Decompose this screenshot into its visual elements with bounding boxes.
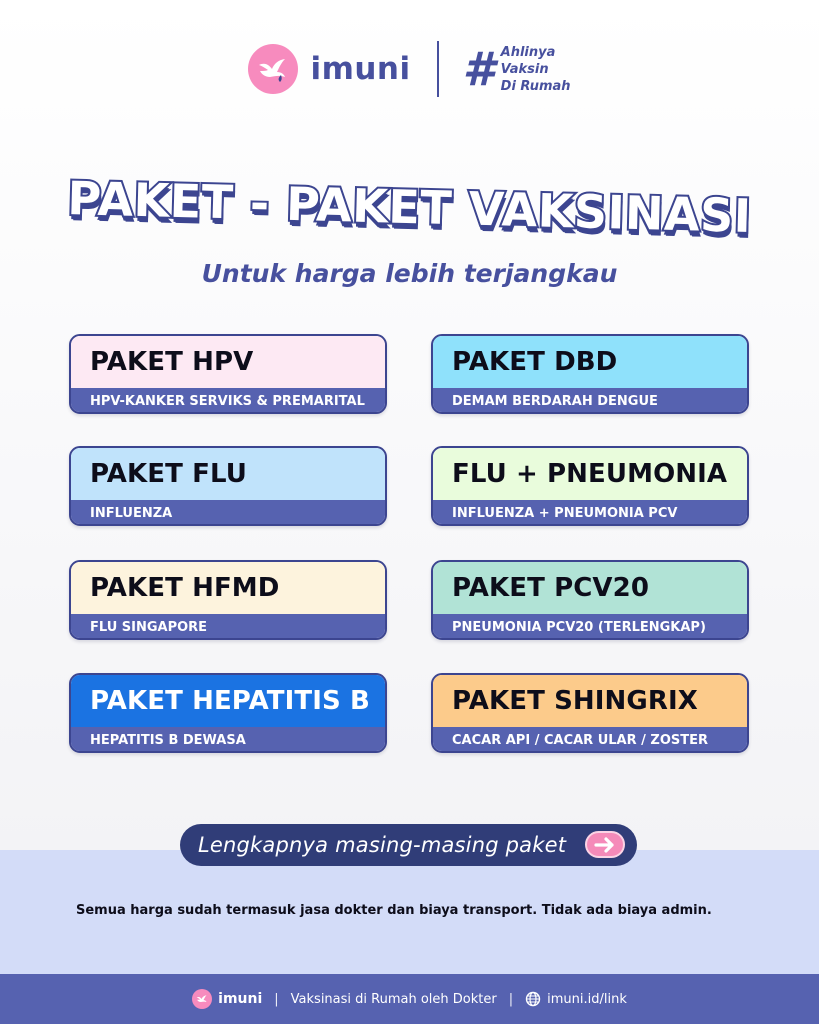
package-card-flu-pneumonia[interactable] — [431, 446, 749, 526]
imuni-logo — [248, 44, 298, 94]
package-description: INFLUENZA — [71, 500, 385, 526]
tagline — [501, 44, 571, 95]
brand-name: imuni — [310, 51, 411, 87]
package-name: PAKET HEPATITIS B — [71, 675, 385, 727]
page-title: PAKET - PAKET VAKSINASI — [66, 171, 753, 243]
footer-brand: imuni — [218, 991, 263, 1007]
globe-icon — [525, 991, 541, 1007]
package-name: PAKET HFMD — [71, 562, 385, 614]
package-description: DEMAM BERDARAH DENGUE — [433, 388, 747, 414]
package-description: INFLUENZA + PNEUMONIA PCV — [433, 500, 747, 526]
footer — [0, 974, 819, 1024]
header-divider — [437, 41, 439, 97]
package-name: FLU + PNEUMONIA — [433, 448, 747, 500]
details-button-label: Lengkapnya masing-masing paket — [198, 833, 567, 857]
package-card-hepatitis-b[interactable] — [69, 673, 387, 753]
header — [0, 36, 819, 102]
footer-link[interactable]: imuni.id/link — [547, 991, 627, 1007]
page-subtitle: Untuk harga lebih terjangkau — [201, 259, 618, 288]
stork-icon — [195, 993, 209, 1005]
package-description: CACAR API / CACAR ULAR / ZOSTER — [433, 727, 747, 753]
package-card-pcv20[interactable] — [431, 560, 749, 640]
footer-separator: | — [508, 991, 514, 1007]
package-description: PNEUMONIA PCV20 (TERLENGKAP) — [433, 614, 747, 640]
tagline-line: Vaksin — [500, 61, 549, 77]
package-card-hfmd[interactable] — [69, 560, 387, 640]
package-card-flu[interactable] — [69, 446, 387, 526]
package-card-shingrix[interactable] — [431, 673, 749, 753]
package-name: PAKET PCV20 — [433, 562, 747, 614]
package-name: PAKET HPV — [71, 336, 385, 388]
hashtag-symbol: # — [462, 42, 495, 96]
package-description: HEPATITIS B DEWASA — [71, 727, 385, 753]
imuni-logo-small — [192, 989, 212, 1009]
stork-icon — [255, 53, 291, 85]
package-name: PAKET SHINGRIX — [433, 675, 747, 727]
package-description: HPV-KANKER SERVIKS & PREMARITAL — [71, 388, 385, 414]
package-description: FLU SINGAPORE — [71, 614, 385, 640]
footer-service: Vaksinasi di Rumah oleh Dokter — [290, 991, 497, 1007]
arrow-right-icon — [585, 831, 625, 858]
package-card-hpv[interactable] — [69, 334, 387, 414]
details-button[interactable] — [180, 824, 637, 866]
footer-separator: | — [274, 991, 279, 1007]
package-card-dbd[interactable] — [431, 334, 749, 414]
tagline-line: Di Rumah — [500, 78, 571, 94]
package-name: PAKET FLU — [71, 448, 385, 500]
tagline-line: Ahlinya — [500, 44, 556, 60]
pricing-note: Semua harga sudah termasuk jasa dokter dan biaya transport. Tidak ada biaya admin. — [76, 903, 712, 918]
package-name: PAKET DBD — [433, 336, 747, 388]
